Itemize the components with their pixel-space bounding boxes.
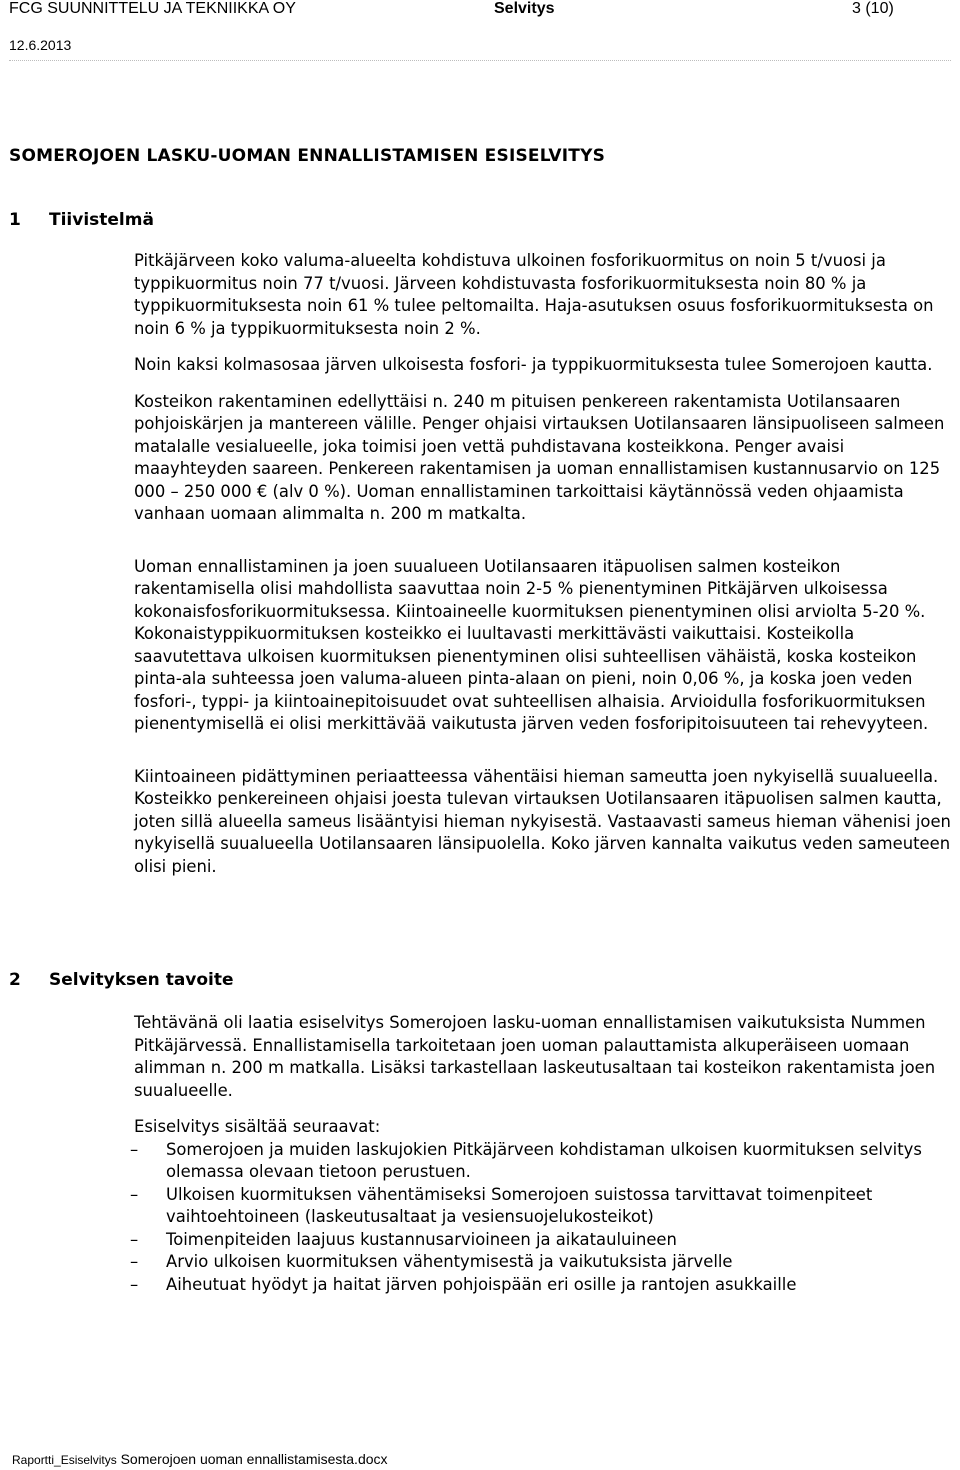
section-title: Selvityksen tavoite <box>49 970 234 990</box>
header-company: FCG SUUNNITTELU JA TEKNIIKKA OY <box>9 0 296 17</box>
section-1-body <box>134 250 954 878</box>
header-doc-type: Selvitys <box>494 0 555 17</box>
list-item <box>130 1274 954 1297</box>
paragraph: Esiselvitys sisältää seuraavat: <box>134 1117 381 1136</box>
list-marker: – <box>130 1274 139 1294</box>
list-item <box>130 1251 954 1274</box>
header-page-number: 3 (10) <box>852 0 894 17</box>
list-item <box>130 1139 954 1184</box>
list-item-text: Ulkoisen kuormituksen vähentämiseksi Somerojoen suistossa tarvittavat toimenpiteet vaihtoehtoineen (laskeutusaltaat ja vesiensuojelukosteikot) <box>166 1184 873 1226</box>
list-item-text: Aiheutuat hyödyt ja haitat järven pohjoispään eri osille ja rantojen asukkaille <box>166 1274 797 1294</box>
list-marker: – <box>130 1139 139 1159</box>
list-item-text: Toimenpiteiden laajuus kustannusarvioineen ja aikatauluineen <box>166 1229 677 1249</box>
section-2-heading <box>9 970 234 990</box>
section-title: Tiivistelmä <box>49 210 154 230</box>
paragraph: Kosteikon rakentaminen edellyttäisi n. 240 m pituisen penkereen rakentamista Uotilansaaren pohjoiskärjen ja mantereen välille. Penger ohjaisi virtauksen Uotilansaaren länsipuoliseen salmeen matalalle vesialueelle, joka toimisi joen vettä puhdistavana kosteikkona. Penger avaisi maayhteyden saareen. Penkereen rakentamisen ja uoman ennallistamisen kustannusarvio on 125 000 – 250 000 € (alv 0 %). Uoman ennallistaminen tarkoittaisi käytännössä veden ohjaamista vanhaan uomaan alimmalta n. 200 m matkalta. <box>134 391 945 523</box>
footer-file-prefix: Raportti_Esiselvitys <box>12 1453 117 1467</box>
section-number: 1 <box>9 210 21 230</box>
list-item-text: Arvio ulkoisen kuormituksen vähentymisestä ja vaikutuksista järvelle <box>166 1252 733 1271</box>
paragraph: Kiintoaineen pidättyminen periaatteessa vähentäisi hieman sameutta joen nykyisellä suualueella. Kosteikko penkereineen ohjaisi joesta tulevan virtauksen Uotilansaaren itäpuolisen salmen kautta, joten sillä alueella sameus lisääntyisi hieman nykyisestä. Vastaavasti sameus hieman vähenisi joen nykyisellä suualueella Uotilansaaren länsipuolella. Koko järven kannalta vaikutus veden sameuteen olisi pieni. <box>134 766 951 876</box>
header-date: 12.6.2013 <box>9 37 72 53</box>
list-marker: – <box>130 1229 139 1249</box>
list-item <box>130 1184 954 1229</box>
paragraph: Noin kaksi kolmasosaa järven ulkoisesta fosfori- ja typpikuormituksesta tulee Somerojoen kautta. <box>134 355 933 374</box>
document-title: SOMEROJOEN LASKU-UOMAN ENNALLISTAMISEN ESISELVITYS <box>9 146 606 166</box>
section-2-body <box>130 1012 954 1296</box>
list-marker: – <box>130 1252 139 1271</box>
paragraph: Uoman ennallistaminen ja joen suualueen Uotilansaaren itäpuolisen salmen kosteikon rakentamisella olisi mahdollista saavuttaa noin 2-5 % pienentyminen Pitkäjärven ulkoisessa kokonaisfosforikuormituksessa. Kiintoaineelle kuormituksen pienentyminen olisi arviolta 5-20 %. Kokonaistyppikuormituksen kosteikko ei luultavasti merkittävästi vaikuttaisi. Kosteikolla saavutettava ulkoisen kuormituksen pienentyminen olisi suhteellisen vähäistä, koska kosteikon pinta-ala suhteessa joen valuma-alueen pinta-alaan on pieni, noin 0,06 %, ja koska joen veden fosfori-, typpi- ja kiintoainepitoisuudet ovat suhteellisen alhaisia. Arvioidulla fosforikuormituksen pienentymisellä ei olisi merkittävää vaikutusta järven veden fosforipitoisuuteen tai rehevyyteen. <box>134 556 929 733</box>
paragraph: Pitkäjärveen koko valuma-alueelta kohdistuva ulkoinen fosforikuormitus on noin 5 t/vuosi ja typpikuormitus noin 77 t/vuosi. Järveen kohdistuvasta fosforikuormituksesta noin 80 % ja typpikuormituksesta noin 61 % tulee peltomailta. Haja-asutuksen osuus fosforikuormituksesta on noin 6 % ja typpikuormituksesta noin 2 %. <box>134 251 934 338</box>
paragraph: Tehtävänä oli laatia esiselvitys Somerojoen lasku-uoman ennallistamisen vaikutuksista Nummen Pitkäjärvessä. Ennallistamisella tarkoitetaan joen uoman palauttamista alkuperäiseen uomaan alimman n. 200 m matkalla. Lisäksi tarkastellaan laskeutusaltaan tai kosteikon rakentamista joen suualueelle. <box>134 1013 936 1100</box>
list-item-text: Somerojoen ja muiden laskujokien Pitkäjärveen kohdistaman ulkoisen kuormituksen selvitys olemassa olevaan tietoon perustuen. <box>166 1139 922 1181</box>
header-divider <box>9 60 951 61</box>
list-item <box>130 1229 954 1252</box>
list-marker: – <box>130 1184 139 1204</box>
footer-filename <box>12 1451 388 1467</box>
footer-file-name: Somerojoen uoman ennallistamisesta.docx <box>120 1451 388 1467</box>
section-1-heading <box>9 210 154 230</box>
section-number: 2 <box>9 970 21 990</box>
